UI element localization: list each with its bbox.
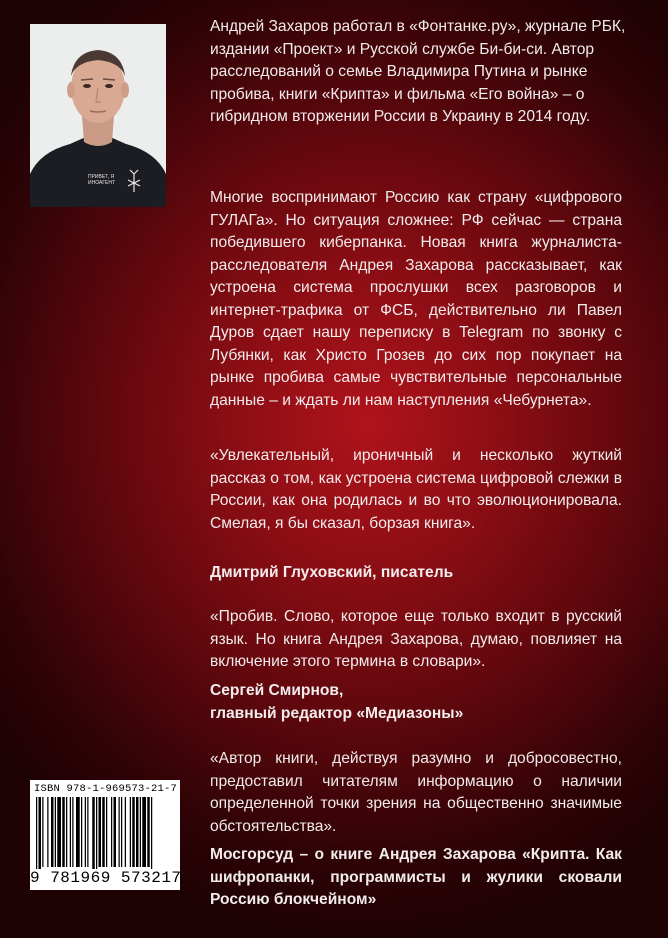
review-quote-1: «Увлекательный, ироничный и несколько жуткий рассказ о том, как устроена система цифровой слежки в России, как она родилась и во что эволюционировала. Смелая, я бы сказал, борзая книга».: [210, 447, 622, 532]
barcode-bar: [51, 797, 54, 867]
review-author-3: Мосгорсуд – о книге Андрея Захарова «Крипта. Как шифропанки, программисты и жулики сковали Россию блокчейном»: [210, 846, 622, 908]
review-author-1: Дмитрий Глуховский, писатель: [210, 564, 454, 581]
barcode-bar: [151, 797, 152, 869]
barcode-bar: [36, 797, 37, 869]
review-quote-2: «Пробив. Слово, которое еще только входит в русский язык. Но книга Андрея Захарова, думаю, повлияет на включение этого термина в словари».: [210, 608, 622, 670]
barcode-bar: [125, 797, 126, 867]
barcode-bars-icon: [36, 797, 174, 869]
barcode-bar: [140, 797, 141, 867]
review-author-2-title: главный редактор «Медиазоны»: [210, 704, 464, 722]
barcode-bar: [114, 797, 117, 867]
barcode-bar: [106, 797, 107, 867]
barcode-bar: [132, 797, 135, 867]
barcode-bar: [147, 797, 150, 867]
barcode-bar: [39, 797, 42, 869]
isbn-barcode: [30, 780, 180, 890]
author-bio: Андрей Захаров работал в «Фонтанке.ру», журнале РБК, издании «Проект» и Русской службе Би-би-си. Автор расследований о семье Владимира Путина и рынке пробива, книги «Крипта» и фильма «Его война» – о гибридном вторжении России в Украину в 2014 году.: [210, 18, 626, 125]
barcode-bar: [57, 797, 61, 867]
barcode-bar: [87, 797, 88, 867]
author-photo: [30, 24, 166, 207]
barcode-bar: [121, 797, 122, 867]
barcode-bar: [119, 797, 120, 867]
shirt-text: ПРИВЕТ, Я ИНОАГЕНТ: [88, 174, 116, 186]
book-description: Многие воспринимают Россию как страну «цифрового ГУЛАГа». Но ситуация сложнее: РФ сейчас — страна победившего киберпанка. Новая книга журналиста-расследователя Андрея Захарова рассказывает, как устроена система прослушки всех разговоров и интернет-трафика от ФСБ, действительно ли Павел Дуров сдает нашу переписку в Telegram по звонку с Лубянки, как Христо Грозев до сих пор покупает на рынке пробива самые чувствительные персональные данные – и ждать ли нам наступления «Чебурнета».: [210, 189, 622, 409]
barcode-bar: [72, 797, 73, 867]
barcode-bar: [76, 797, 80, 867]
barcode-bar: [102, 797, 105, 867]
barcode-bar: [111, 797, 112, 867]
barcode-bar: [66, 797, 67, 867]
barcode-bar: [136, 797, 139, 867]
barcode-bar: [130, 797, 131, 867]
barcode-bar: [142, 797, 146, 867]
barcode-bar: [70, 797, 71, 867]
barcode-bar: [81, 797, 82, 867]
barcode-bar: [99, 797, 102, 867]
review-author-2: [210, 680, 640, 725]
review-author-2-name: Сергей Смирнов,: [210, 682, 344, 699]
barcode-bar: [85, 797, 86, 867]
barcode-bar: [92, 797, 95, 869]
barcode-bar: [96, 797, 97, 869]
barcode-bar: [42, 797, 43, 867]
ean-digits: 9 781969 573217: [30, 869, 182, 887]
barcode-bar: [62, 797, 65, 867]
isbn-label: ISBN 978-1-969573-21-7: [34, 783, 178, 795]
review-quote-3: «Автор книги, действуя разумно и добросовестно, предоставил читателям информацию о наличии определенной точки зрения на общественно значимые обстоятельства».: [210, 750, 622, 835]
barcode-bar: [47, 797, 48, 867]
barcode-bar: [55, 797, 56, 867]
